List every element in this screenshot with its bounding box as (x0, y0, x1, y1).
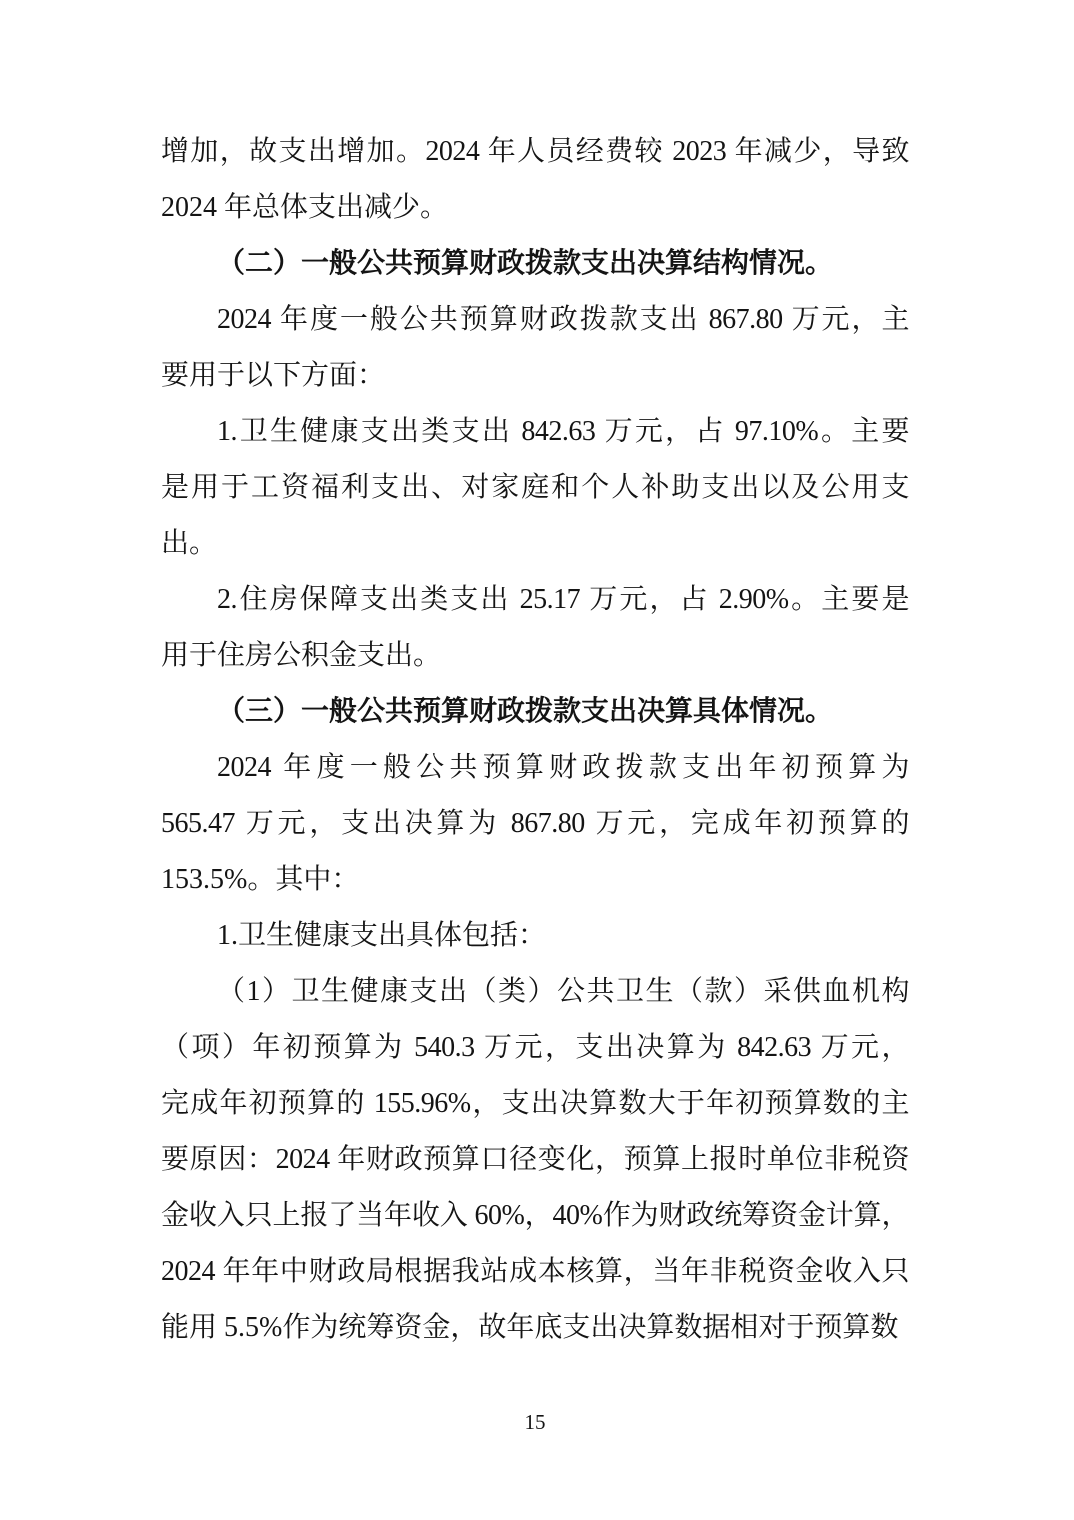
body-text-line: 出。 (161, 528, 218, 559)
body-text-line: （1）卫生健康支出（类）公共卫生（款）采供血机构 (217, 976, 909, 1007)
body-text-line: 增加，故支出增加。2024 年人员经费较 2023 年减少，导致 (161, 136, 909, 167)
body-text-line: 1.卫生健康支出类支出 842.63 万元，占 97.10%。主要 (217, 416, 909, 447)
body-text-line: （项）年初预算为 540.3 万元，支出决算为 842.63 万元， (161, 1032, 909, 1063)
body-text-line: 要用于以下方面： (161, 360, 386, 391)
body-text-line: 要原因：2024 年财政预算口径变化，预算上报时单位非税资 (161, 1144, 909, 1175)
body-text-line: 完成年初预算的 155.96%，支出决算数大于年初预算数的主 (161, 1088, 909, 1119)
body-text-line: 153.5%。其中： (161, 864, 360, 895)
body-text-line: 2.住房保障支出类支出 25.17 万元，占 2.90%。主要是 (217, 584, 909, 615)
page-number: 15 (524, 1410, 546, 1434)
section-heading: （三）一般公共预算财政拨款支出决算具体情况。 (217, 696, 834, 727)
document-body (161, 124, 909, 1356)
section-heading: （二）一般公共预算财政拨款支出决算结构情况。 (217, 248, 834, 279)
body-text-line: 565.47 万元，支出决算为 867.80 万元，完成年初预算的 (161, 808, 909, 839)
body-text-line: 是用于工资福利支出、对家庭和个人补助支出以及公用支 (161, 472, 909, 503)
body-text-line: 2024 年度一般公共预算财政拨款支出 867.80 万元，主 (217, 304, 909, 335)
body-text-line: 2024 年总体支出减少。 (161, 192, 449, 223)
body-text-line: 2024 年年中财政局根据我站成本核算，当年非税资金收入只 (161, 1256, 909, 1287)
body-text-line: 1.卫生健康支出具体包括： (217, 920, 547, 951)
body-text-line: 用于住房公积金支出。 (161, 640, 442, 671)
body-text-line: 2024 年度一般公共预算财政拨款支出年初预算为 (217, 752, 909, 783)
body-text-line: 能用 5.5%作为统筹资金，故年底支出决算数据相对于预算数 (161, 1312, 899, 1343)
body-text-line: 金收入只上报了当年收入 60%，40%作为财政统筹资金计算， (161, 1200, 909, 1231)
